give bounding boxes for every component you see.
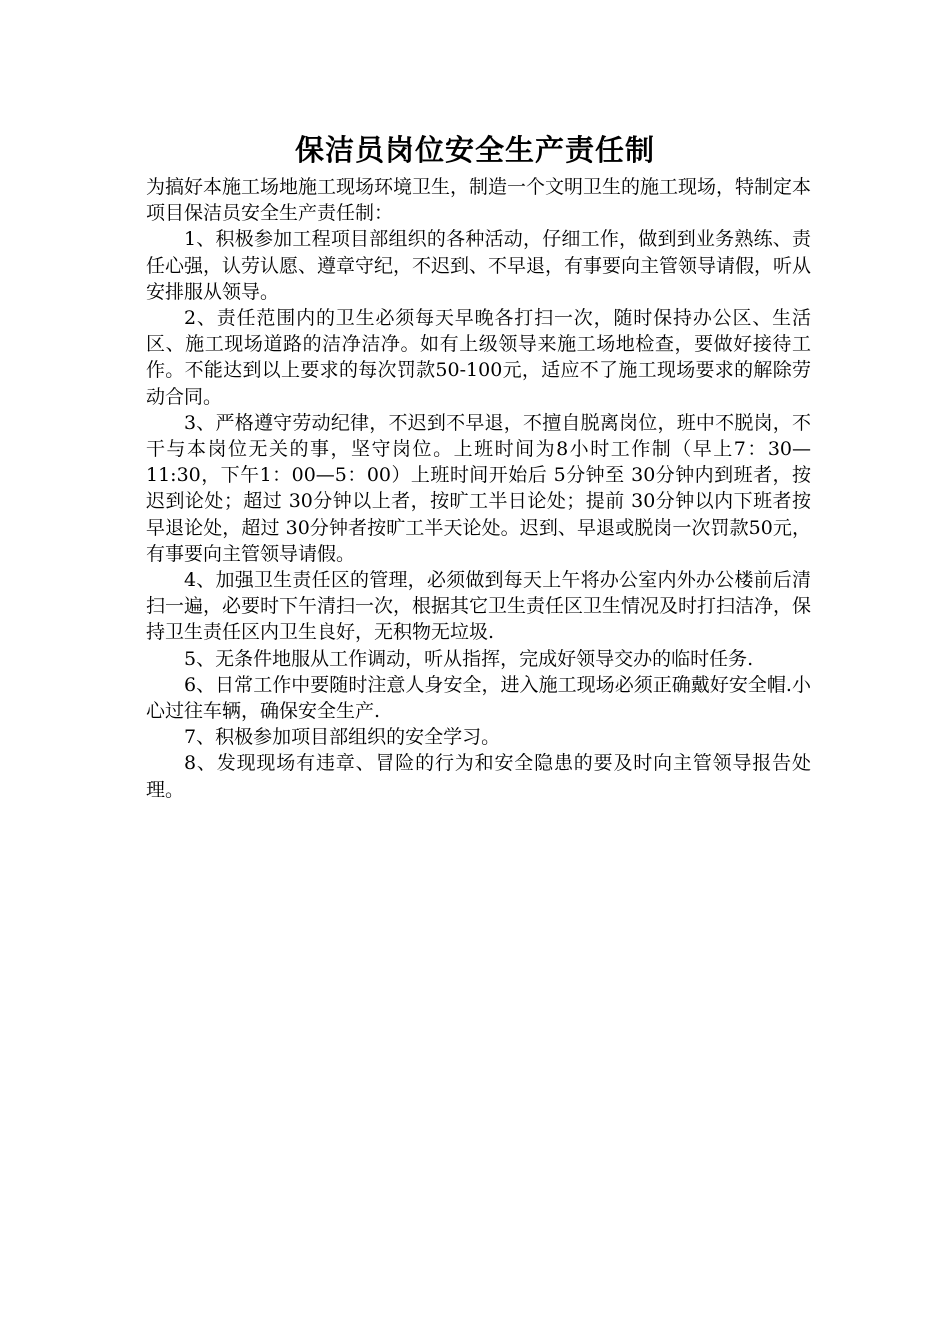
item-paragraph-2: 2、责任范围内的卫生必须每天早晚各打扫一次，随时保持办公区、生活区、施工现场道路的洁净洁净。如有上级领导来施工场地检查，要做好接待工作。不能达到以上要求的每次罚款50-100元，适应不了施工现场要求的解除劳动合同。: [146, 307, 811, 408]
item-paragraph-3: 3、严格遵守劳动纪律，不迟到不早退，不擅自脱离岗位，班中不脱岗，不干与本岗位无关的事，坚守岗位。上班时间为8小时工作制（早上7：30—11:30，下午1：00—5：00）上班时间开始后 5分钟至 30分钟内到班者，按迟到论处；超过 30分钟以上者，按旷工半日论处；提前 30分钟以内下班者按早退论处，超过 30分钟者按旷工半天论处。迟到、早退或脱岗一次罚款50元，有事要向主管领导请假。: [146, 411, 811, 565]
item-paragraph-6: 6、日常工作中要随时注意人身安全，进入施工现场必须正确戴好安全帽.小心过往车辆，确保安全生产.: [146, 673, 811, 723]
item-paragraph-5: 5、无条件地服从工作调动，听从指挥，完成好领导交办的临时任务.: [184, 647, 754, 670]
item-paragraph-8: 8、发现现场有违章、冒险的行为和安全隐患的要及时向主管领导报告处理。: [146, 752, 811, 801]
intro-paragraph: 为搞好本施工场地施工现场环境卫生，制造一个文明卫生的施工现场，特制定本项目保洁员安全生产责任制：: [146, 176, 812, 225]
item-paragraph-7: 7、积极参加项目部组织的安全学习。: [184, 726, 501, 749]
document-title: 保洁员岗位安全生产责任制: [294, 133, 655, 167]
item-paragraph-4: 4、加强卫生责任区的管理，必须做到每天上午将办公室内外办公楼前后清扫一遍，必要时下午清扫一次，根据其它卫生责任区卫生情况及时打扫洁净，保持卫生责任区内卫生良好，无积物无垃圾.: [146, 569, 812, 644]
document-body: [146, 174, 811, 803]
item-paragraph-1: 1、积极参加工程项目部组织的各种活动，仔细工作，做到到业务熟练、责任心强，认劳认愿、遵章守纪，不迟到、不早退，有事要向主管领导请假，听从安排服从领导。: [146, 228, 812, 303]
